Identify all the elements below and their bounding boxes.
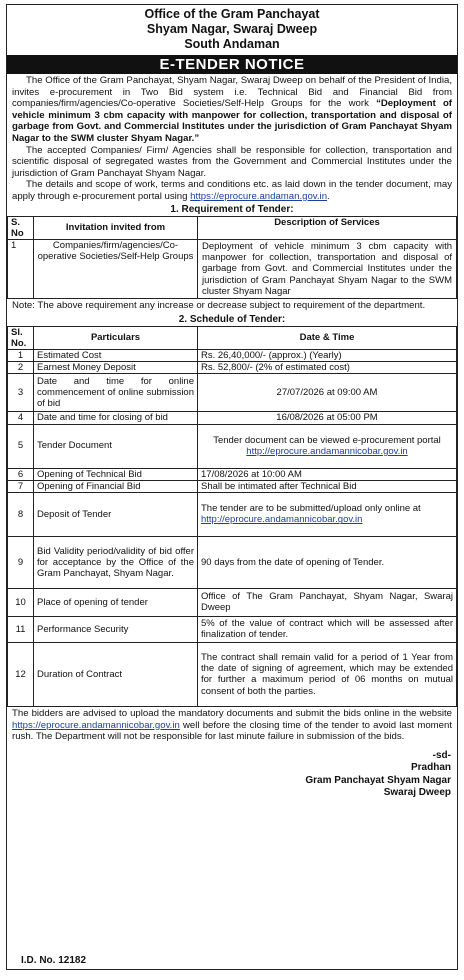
sch-value: 16/08/2026 at 05:00 PM <box>198 412 457 424</box>
sch-value: 90 days from the date of opening of Tender. <box>198 536 457 588</box>
tender-notice <box>6 4 458 970</box>
sch-particular: Date and time for online commencement of online submission of bid <box>34 374 198 412</box>
sch-value: Tender document can be viewed e-procurement portal <box>213 434 441 446</box>
sch-sno: 6 <box>8 468 34 480</box>
table-row <box>8 642 457 706</box>
id-number: I.D. No. 12182 <box>21 955 87 966</box>
sch-sno: 8 <box>8 492 34 536</box>
requirement-note: Note: The above requirement any increase or decrease subject to requirement of the department. <box>12 299 426 311</box>
table-row <box>8 362 457 374</box>
requirement-header-row <box>8 216 457 239</box>
sch-particular: Deposit of Tender <box>34 492 198 536</box>
sch-col-particulars: Particulars <box>34 326 198 349</box>
sch-sno: 3 <box>8 374 34 412</box>
sch-value: 5% of the value of contract which will be assessed after finalization of tender. <box>198 616 457 642</box>
sch-col-datetime: Date & Time <box>198 326 457 349</box>
signature-org: Gram Panchayat Shyam Nagar <box>305 774 451 786</box>
signature-title: Pradhan <box>410 762 451 774</box>
sch-value: The contract shall remain valid for a period of 1 Year from the date of signing of agreement, which may be extended for further a maximum period of 06 months on mutual consent of both the parties. <box>198 642 457 706</box>
sch-value: Office of The Gram Panchayat, Shyam Nagar, Swaraj Dweep <box>198 588 457 616</box>
sch-sno: 4 <box>8 412 34 424</box>
sch-sno: 11 <box>8 616 34 642</box>
req-sno: 1 <box>8 239 34 298</box>
schedule-title: 2. Schedule of Tender: <box>178 313 286 325</box>
details-text: The details and scope of work, terms and conditions etc. as laid down in the tender document, may apply through e-procurement portal using <box>12 179 452 202</box>
signature-place: Swaraj Dweep <box>383 787 451 799</box>
sch-value: Shall be intimated after Technical Bid <box>198 480 457 492</box>
table-row <box>8 412 457 424</box>
deposit-tender-link[interactable]: http://eprocure.andamannicobar.gov.in <box>201 514 363 526</box>
table-row <box>8 239 457 298</box>
req-col-desc: Description of Services <box>198 216 457 239</box>
signature-block <box>7 750 457 800</box>
responsibility-paragraph: The accepted Companies/ Firm/ Agencies shall be responsible for collection, transportation and scientific disposal of segregated wastes from the Government and Commercial Institutes under the jurisdiction of Gram Panchayat Shyam Nagar. <box>12 144 452 179</box>
table-row <box>8 480 457 492</box>
sch-particular: Tender Document <box>34 424 198 468</box>
table-row <box>8 424 457 468</box>
table-row <box>8 616 457 642</box>
sch-value: The tender are to be submitted/upload only online at <box>201 503 421 515</box>
sch-value-cell <box>198 492 457 536</box>
sch-value: 17/08/2026 at 10:00 AM <box>198 468 457 480</box>
sch-particular: Opening of Technical Bid <box>34 468 198 480</box>
sch-sno: 5 <box>8 424 34 468</box>
table-row <box>8 536 457 588</box>
sch-sno: 12 <box>8 642 34 706</box>
footer-text-2: well before the closing time of the tender to avoid last moment rush. The Department will not be responsible for last minute failure in submission of the bids. <box>12 719 452 743</box>
table-row <box>8 588 457 616</box>
sch-sno: 9 <box>8 536 34 588</box>
sch-sno: 2 <box>8 362 34 374</box>
office-header <box>7 5 457 52</box>
req-desc: Deployment of vehicle minimum 3 cbm capacity with manpower for collection, transportation and disposal of garbage from Govt. and Commercial Institutes under the jurisdiction of Gram Panchayat Shyam Nagar to the SWM cluster Shyam Nagar <box>198 239 457 298</box>
sch-sno: 7 <box>8 480 34 492</box>
intro-lead: The Office of the Gram Panchayat, Shyam Nagar, Swaraj Dweep on behalf of the President of India, invites e-procurement in Two Bid system i.e. Technical Bid and Financial Bid from companies/firm/agencies/Co-operative Societies/Self-Help Groups for the work <box>12 75 452 110</box>
sch-particular: Duration of Contract <box>34 642 198 706</box>
table-row <box>8 468 457 480</box>
table-row <box>8 492 457 536</box>
notice-banner: E-TENDER NOTICE <box>7 55 457 74</box>
schedule-table <box>7 326 457 707</box>
sch-particular: Performance Security <box>34 616 198 642</box>
schedule-header-row <box>8 326 457 349</box>
sch-value: Rs. 26,40,000/- (approx.) (Yearly) <box>198 349 457 361</box>
sch-particular: Estimated Cost <box>34 349 198 361</box>
sch-col-sno: Sl. No. <box>8 326 34 349</box>
sch-particular: Date and time for closing of bid <box>34 412 198 424</box>
details-end: . <box>327 190 330 202</box>
requirement-table <box>7 216 457 299</box>
footer-text-1: The bidders are advised to upload the mandatory documents and submit the bids online in the website <box>12 707 452 719</box>
req-col-from: Invitation invited from <box>34 216 198 239</box>
sch-value: Rs. 52,800/- (2% of estimated cost) <box>198 362 457 374</box>
sch-value-cell <box>198 424 457 468</box>
sch-particular: Bid Validity period/validity of bid offer for acceptance by the Office of the Gram Panchayat, Shyam Nagar. <box>34 536 198 588</box>
sch-value: 27/07/2026 at 09:00 AM <box>198 374 457 412</box>
footer-link[interactable]: https://eprocure.andamannicobar.gov.in <box>12 719 180 731</box>
sch-sno: 1 <box>8 349 34 361</box>
table-row <box>8 349 457 361</box>
req-col-sno: S. No <box>8 216 34 239</box>
signature-sd: -sd- <box>432 749 451 761</box>
sch-particular: Earnest Money Deposit <box>34 362 198 374</box>
header-line-2: Shyam Nagar, Swaraj Dweep <box>146 22 318 36</box>
req-from: Companies/firm/agencies/Co-operative Societies/Self-Help Groups <box>34 239 198 298</box>
sch-particular: Place of opening of tender <box>34 588 198 616</box>
requirement-title: 1. Requirement of Tender: <box>170 203 294 215</box>
sch-sno: 10 <box>8 588 34 616</box>
sch-particular: Opening of Financial Bid <box>34 480 198 492</box>
header-line-3: South Andaman <box>184 37 280 51</box>
tender-document-link[interactable]: http://eprocure.andamannicobar.gov.in <box>246 446 408 458</box>
intro-paragraph <box>7 75 457 145</box>
details-paragraph <box>7 179 457 202</box>
header-line-1: Office of the Gram Panchayat <box>144 7 320 21</box>
table-row <box>8 374 457 412</box>
work-title: “Deployment of vehicle minimum 3 cbm capacity with manpower for collection, transportation and disposal of garbage from Govt. and Commercial Institutes under the jurisdiction of Gram Panchayat Shyam Nagar to the SWM cluster Shyam Nagar.” <box>12 98 452 144</box>
eprocure-link[interactable]: https://eprocure.andaman.gov.in <box>190 190 328 202</box>
footer-paragraph <box>7 707 457 744</box>
